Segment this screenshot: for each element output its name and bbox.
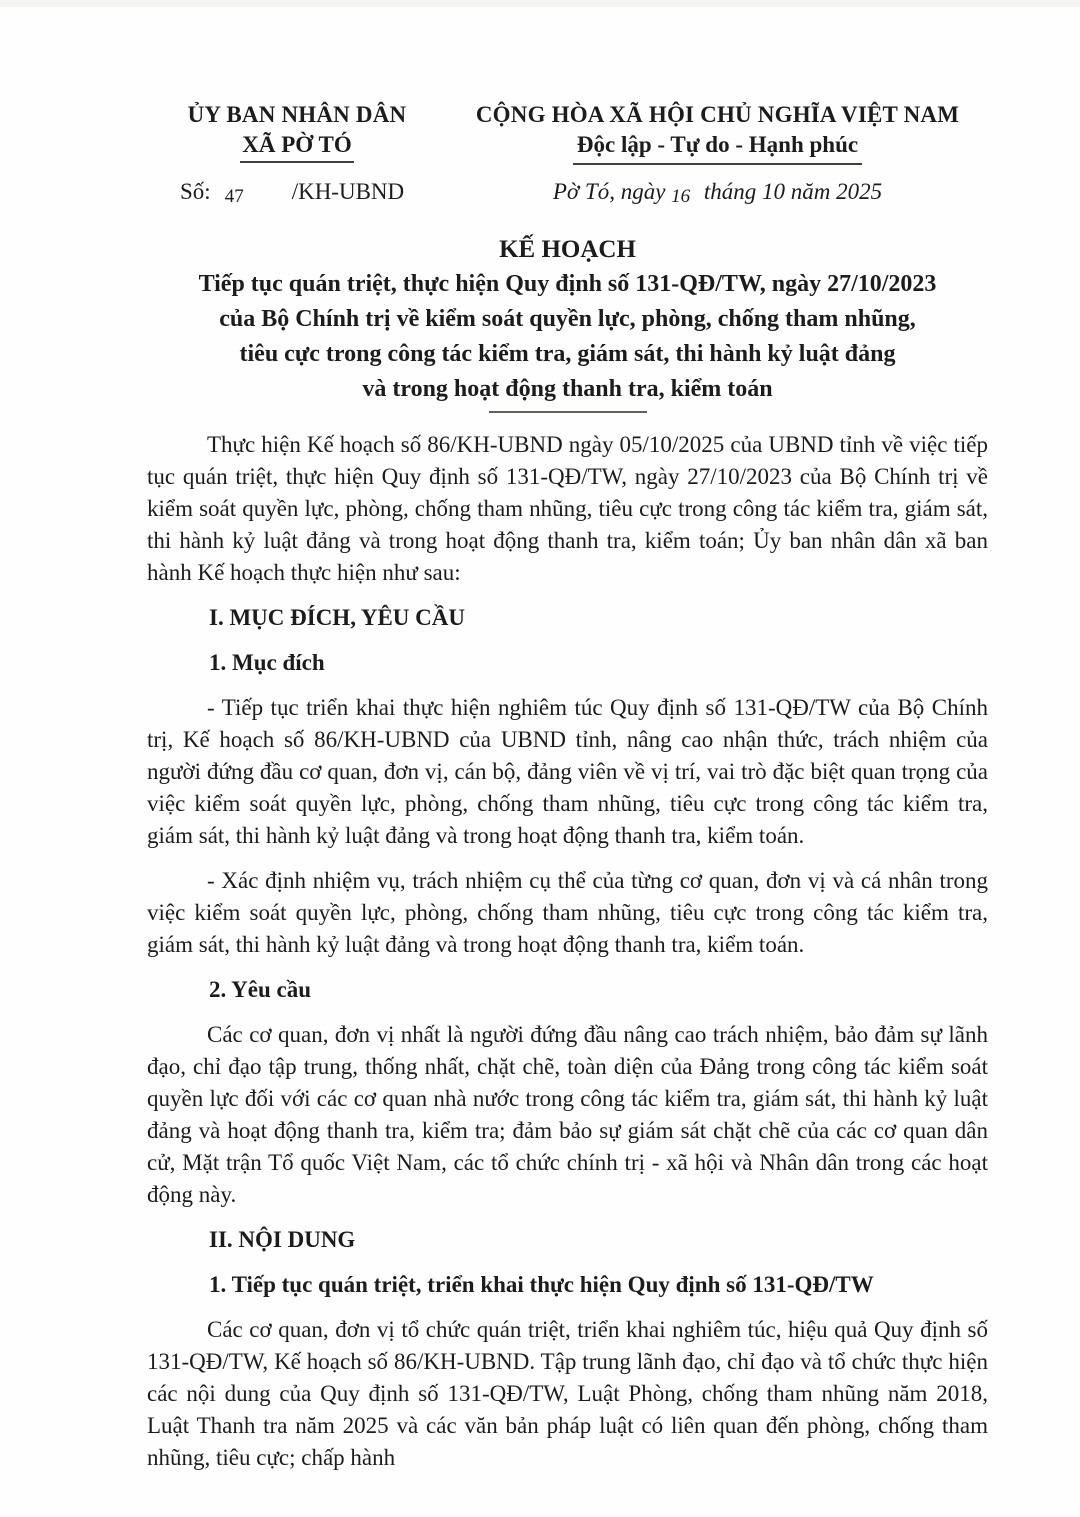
content-paragraph-1: Các cơ quan, đơn vị tổ chức quán triệt, triển khai nghiêm túc, hiệu quả Quy định số 131-QĐ/TW, Kế hoạch số 86/KH-UBND. Tập trung lãnh đạo, chỉ đạo và tổ chức thực hiện các nội dung của Quy định số 131-QĐ/TW, Luật Phòng, chống tham nhũng năm 2018, Luật Thanh tra năm 2025 và các văn bản pháp luật có liên quan đến phòng, chống tham nhũng, tiêu cực; chấp hành	[147, 1317, 988, 1470]
scan-edge	[0, 0, 1080, 7]
document-number-label: Số:	[180, 179, 211, 204]
requirement-paragraph: Các cơ quan, đơn vị nhất là người đứng đầu nâng cao trách nhiệm, bảo đảm sự lãnh đạo, chỉ đạo tập trung, thống nhất, chặt chẽ, toàn diện của Đảng trong công tác kiểm soát quyền lực đối với các cơ quan nhà nước trong công tác kiểm tra, giám sát, thi hành kỷ luật đảng và hoạt động thanh tra, kiểm tra; đảm bảo sự giám sát chặt chẽ của các cơ quan dân cử, Mặt trận Tổ quốc Việt Nam, các tổ chức chính trị - xã hội và Nhân dân trong các hoạt động này.	[147, 1022, 988, 1207]
place-date-prefix: Pờ Tó, ngày	[552, 179, 666, 204]
place-date-suffix: tháng 10 năm 2025	[703, 179, 883, 204]
national-header-block	[447, 100, 988, 205]
national-motto: Độc lập - Tự do - Hạnh phúc	[447, 130, 988, 165]
document-title-line-3: tiêu cực trong công tác kiểm tra, giám sát, thi hành kỷ luật đảng	[239, 341, 896, 367]
title-underline	[489, 411, 647, 413]
intro-paragraph: Thực hiện Kế hoạch số 86/KH-UBND ngày 05/10/2025 của UBND tỉnh về việc tiếp tục quán triệt, thực hiện Quy định số 131-QĐ/TW, ngày 27/10/2023 của Bộ Chính trị về kiểm soát quyền lực, phòng, chống tham nhũng, tiêu cực trong công tác kiểm tra, giám sát, thi hành kỷ luật đảng và trong hoạt động thanh tra, kiểm toán; Ủy ban nhân dân xã ban hành Kế hoạch thực hiện như sau:	[147, 432, 988, 585]
issuing-authority-name: ỦY BAN NHÂN DÂN	[187, 102, 407, 127]
date-day-value: 16	[671, 186, 691, 207]
section-heading-purpose-requirement: I. MỤC ĐÍCH, YÊU CẦU	[209, 605, 465, 630]
document-header	[147, 100, 988, 205]
national-title: CỘNG HÒA XÃ HỘI CHỦ NGHĨA VIỆT NAM	[475, 102, 960, 127]
document-number-value: 47	[224, 186, 244, 207]
document-type-label: KẾ HOẠCH	[499, 236, 636, 263]
subheading-purpose: 1. Mục đích	[209, 650, 325, 675]
document-number	[147, 179, 447, 205]
document-title-line-1: Tiếp tục quán triệt, thực hiện Quy định số 131-QĐ/TW, ngày 27/10/2023	[198, 271, 937, 297]
subheading-content-1: 1. Tiếp tục quán triệt, triển khai thực hiện Quy định số 131-QĐ/TW	[209, 1272, 874, 1297]
section-heading-content: II. NỘI DUNG	[209, 1227, 356, 1252]
subheading-requirement: 2. Yêu cầu	[209, 977, 312, 1002]
issuing-authority-block	[147, 100, 447, 205]
document-title-line-2: của Bộ Chính trị về kiểm soát quyền lực, phòng, chống tham nhũng,	[219, 306, 916, 332]
document-title-block	[147, 233, 988, 413]
document-number-suffix: /KH-UBND	[291, 179, 405, 204]
purpose-paragraph-1: - Tiếp tục triển khai thực hiện nghiêm túc Quy định số 131-QĐ/TW của Bộ Chính trị, Kế hoạch số 86/KH-UBND của UBND tỉnh, nâng cao nhận thức, trách nhiệm của người đứng đầu cơ quan, đơn vị, cán bộ, đảng viên về vị trí, vai trò đặc biệt quan trọng của việc kiểm soát quyền lực, phòng, chống tham nhũng, tiêu cực trong công tác kiểm tra, giám sát, thi hành kỷ luật đảng và trong hoạt động thanh tra, kiểm toán.	[147, 695, 988, 848]
document-body	[147, 429, 988, 1474]
document-title-line-4: và trong hoạt động thanh tra, kiểm toán	[362, 376, 773, 402]
issuing-authority-unit: XÃ PỜ TÓ	[147, 130, 447, 163]
purpose-paragraph-2: - Xác định nhiệm vụ, trách nhiệm cụ thể của từng cơ quan, đơn vị và cá nhân trong việc kiểm soát quyền lực, phòng, chống tham nhũng, tiêu cực trong công tác kiểm tra, giám sát, thi hành kỷ luật đảng và trong hoạt động thanh tra, kiểm toán.	[147, 868, 988, 957]
place-and-date	[447, 179, 988, 205]
